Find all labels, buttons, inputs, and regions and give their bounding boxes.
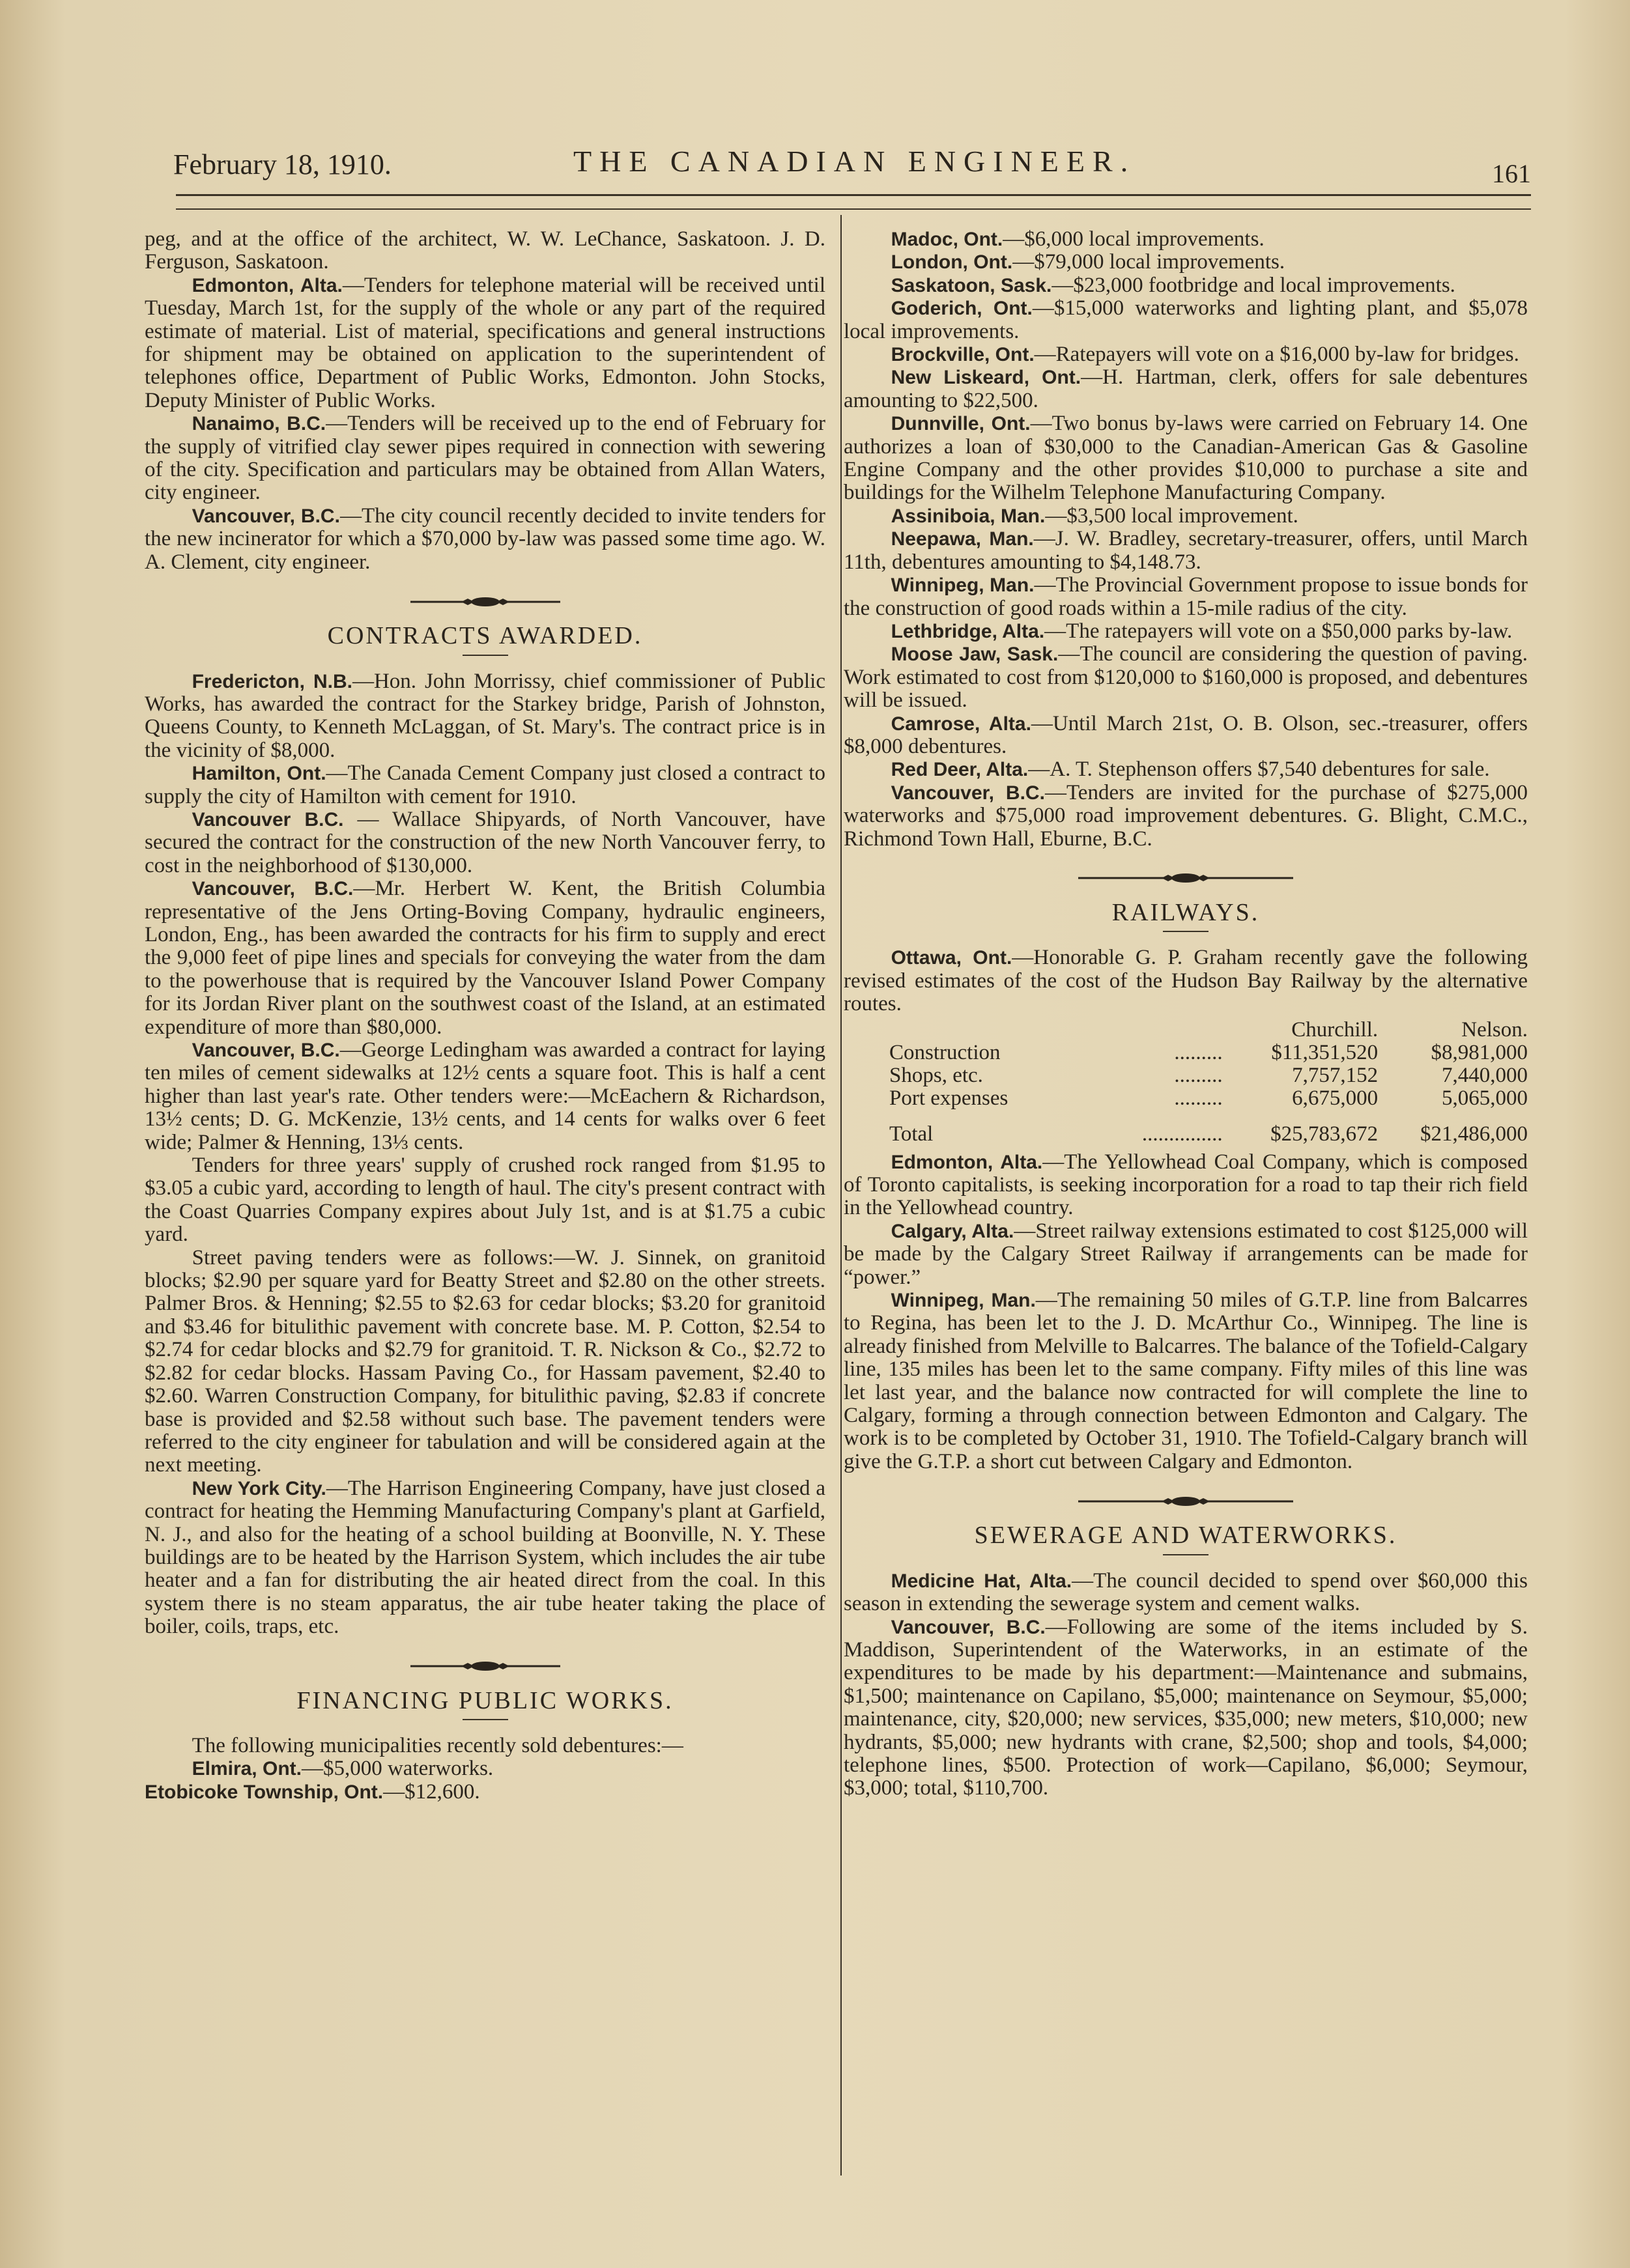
financing-item: London, Ont.—$79,000 local improvements. — [891, 250, 1285, 274]
header-page-number: 161 — [1492, 159, 1531, 188]
place-name: Edmonton, Alta. — [192, 274, 343, 296]
heading-underline — [463, 655, 508, 656]
railway-item: Ottawa, Ont.—Honorable G. P. Graham recently gave the following revised estimates of the cost of the Hudson Bay Railway by the alternative routes. — [844, 946, 1528, 1016]
financing-item: Saskatoon, Sask.—$23,000 footbridge and local improvements. — [891, 273, 1455, 297]
table-row: Port expenses ......... 6,675,000 5,065,000 — [889, 1086, 1528, 1110]
place-name: Moose Jaw, Sask. — [891, 644, 1059, 666]
section-heading-railways: RAILWAYS. — [1111, 898, 1260, 926]
contract-item: Vancouver, B.C.—George Ledingham was awarded a contract for laying ten miles of cement sidewalks at 12½ cents a square foot. This is half a cent higher than last year's rate. Other tenders were:—McEachern & Richardson, 13½ cents; D. G. McKenzie, 13½ cents, and 14 cents for walks over 6 feet wide; Palmer & Henning, 13⅓ cents. — [145, 1038, 825, 1154]
section-heading-sewerage: SEWERAGE AND WATERWORKS. — [974, 1522, 1397, 1550]
column-header-churchill: Churchill. — [1291, 1017, 1379, 1042]
financing-item: Lethbridge, Alta.—The ratepayers will vote on a $50,000 parks by-law. — [891, 619, 1513, 643]
place-name: New York City. — [192, 1477, 326, 1499]
place-name: Vancouver B.C. — [192, 808, 344, 830]
section-heading-contracts: CONTRACTS AWARDED. — [327, 622, 643, 650]
railway-item: Winnipeg, Man.—The remaining 50 miles of G.T.P. line from Balcarres to Regina, has been let to the J. D. McArthur Co., Winnipeg. The line is already finished from Melville to Balcarres. The balance of the Tofield-Calgary line, 135 miles has been let to the same company. Fifty miles of this line was let last year, and the balance now contracted for will complete the line to Calgary, forming a through connection between Edmonton and Calgary. The work is to be completed by October 31, 1910. The Tofield-Calgary branch will give the G.T.P. a short cut between Calgary and Edmonton. — [844, 1288, 1528, 1473]
place-name: Saskatoon, Sask. — [891, 274, 1052, 296]
heading-underline — [1163, 931, 1208, 932]
header-rule — [176, 194, 1531, 196]
place-name: Calgary, Alta. — [891, 1220, 1014, 1242]
financing-item: Red Deer, Alta.—A. T. Stephenson offers $7,540 debentures for sale. — [891, 758, 1490, 782]
financing-item: Camrose, Alta.—Until March 21st, O. B. Olson, sec.-treasurer, offers $8,000 debentures. — [844, 711, 1528, 758]
place-name: London, Ont. — [891, 251, 1013, 274]
place-name: Winnipeg, Man. — [891, 1290, 1036, 1312]
table-row: Shops, etc. ......... 7,757,152 7,440,000 — [889, 1063, 1528, 1087]
place-name: Red Deer, Alta. — [891, 759, 1029, 781]
tender-item: Vancouver, B.C.—The city council recently decided to invite tenders for the new incinerator for which a $70,000 by-law was passed some time ago. W. A. Clement, city engineer. — [145, 503, 825, 574]
place-name: Dunnville, Ont. — [891, 413, 1031, 435]
place-name: Fredericton, N.B. — [192, 670, 352, 692]
heading-underline — [1163, 1554, 1208, 1555]
contract-item: Tenders for three years' supply of crushed rock ranged from $1.95 to $3.05 a cubic yard, according to length of haul. The city's present contract with the Coast Quarries Company expires about July 1st, and is at $1.75 a cubic yard. — [145, 1154, 825, 1247]
contract-item: Hamilton, Ont.—The Canada Cement Company just closed a contract to supply the city of Hamilton with cement for 1910. — [145, 761, 825, 808]
ornament-divider-icon — [1078, 872, 1293, 885]
sewerage-item: Vancouver, B.C.—Following are some of the items included by S. Maddison, Superintendent of the Waterworks, in an estimate of the expenditures to be made by his department:—Maintenance and submains, $1,500; maintenance on Capilano, $5,000; maintenance on Seymour, $5,000; maintenance, city, $20,000; new services, $35,000; new meters, $10,000; new hydrants, $5,000; new hydrants with crane, $2,500; shop and tools, $4,000; telephone lines, $500. Protection of work—Capilano, $6,000; Seymour, $3,000; total, $110,700. — [844, 1615, 1528, 1800]
left-column — [145, 228, 825, 1804]
place-name: Vancouver, B.C. — [891, 782, 1045, 804]
ornament-divider-icon — [410, 1660, 560, 1673]
financing-item: New Liskeard, Ont.—H. Hartman, clerk, offers for sale debentures amounting to $22,500. — [844, 365, 1528, 412]
financing-item: Brockville, Ont.—Ratepayers will vote on a $16,000 by-law for bridges. — [891, 343, 1519, 367]
column-header-nelson: Nelson. — [1461, 1017, 1528, 1042]
table-total-row: Total ............... $25,783,672 $21,486,000 — [889, 1122, 1528, 1146]
place-name: New Liskeard, Ont. — [891, 367, 1081, 389]
place-name: Vancouver, B.C. — [891, 1616, 1046, 1638]
tender-item: Edmonton, Alta.—Tenders for telephone material will be received until Tuesday, March 1st, for the supply of the whole or any part of the required estimate of material. List of material, specifications and general instructions for shipment may be obtained on application to the superintendent of telephones office, Department of Public Works, Edmonton. John Stocks, Deputy Minister of Public Works. — [145, 273, 826, 412]
financing-item: Moose Jaw, Sask.—The council are considering the question of paving. Work estimated to cost from $120,000 to $160,000 is proposed, and debentures will be issued. — [844, 642, 1528, 713]
header-rule-2 — [176, 208, 1531, 210]
financing-item: Neepawa, Man.—J. W. Bradley, secretary-treasurer, offers, until March 11th, debentures amounting to $4,148.73. — [844, 527, 1528, 574]
financing-intro: The following municipalities recently sold debentures:— — [192, 1733, 683, 1757]
place-name: Vancouver, B.C. — [192, 878, 354, 900]
financing-item: Goderich, Ont.—$15,000 waterworks and lighting plant, and $5,078 local improvements. — [844, 296, 1528, 343]
place-name: Edmonton, Alta. — [891, 1151, 1043, 1173]
financing-item: Vancouver, B.C.—Tenders are invited for the purchase of $275,000 waterworks and $75,000 road improvement debentures. G. Blight, C.M.C., Richmond Town Hall, Eburne, B.C. — [844, 780, 1528, 851]
contract-item: Vancouver B.C. — Wallace Shipyards, of North Vancouver, have secured the contract for the construction of the new North Vancouver ferry, to cost in the neighborhood of $130,000. — [145, 807, 826, 877]
financing-item: Elmira, Ont.—$5,000 waterworks. — [192, 1757, 494, 1781]
place-name: Ottawa, Ont. — [891, 947, 1012, 969]
ornament-divider-icon — [410, 595, 560, 608]
table-header-row — [844, 1019, 1528, 1042]
place-name: Nanaimo, B.C. — [192, 413, 326, 435]
place-name: Goderich, Ont. — [891, 298, 1033, 320]
tender-item: peg, and at the office of the architect, W. W. LeChance, Saskatoon. J. D. Ferguson, Saskatoon. — [145, 227, 825, 274]
place-name: Vancouver, B.C. — [192, 1040, 340, 1061]
place-name: Etobicoke Township, Ont. — [145, 1781, 384, 1803]
financing-item: Etobicoke Township, Ont.—$12,600. — [145, 1779, 480, 1804]
section-ornament — [145, 1652, 825, 1678]
heading-underline — [463, 1719, 508, 1720]
place-name: Vancouver, B.C. — [192, 505, 340, 527]
place-name: Neepawa, Man. — [891, 528, 1034, 550]
place-name: Elmira, Ont. — [192, 1758, 302, 1780]
contract-item: New York City.—The Harrison Engineering Company, have just closed a contract for heating the Hemming Manufacturing Company's plant at Garfield, N. J., and also for the heating of a school building at Boonville, N. Y. These buildings are to be heated by the Harrison System, which includes the air tube heater and a fan for distributing the air heated direct from the coal. In this system there is no steam apparatus, the air tube heater taking the place of boiler, coils, traps, etc. — [145, 1476, 825, 1639]
header-date: February 18, 1910. — [173, 149, 392, 180]
section-ornament — [145, 587, 825, 613]
place-name: Winnipeg, Man. — [891, 574, 1035, 597]
financing-item: Madoc, Ont.—$6,000 local improvements. — [891, 227, 1265, 251]
section-heading-financing: FINANCING PUBLIC WORKS. — [296, 1686, 674, 1714]
place-name: Assiniboia, Man. — [891, 505, 1046, 527]
place-name: Lethbridge, Alta. — [891, 620, 1045, 642]
section-ornament — [844, 864, 1528, 890]
place-name: Brockville, Ont. — [891, 344, 1035, 366]
header-title: THE CANADIAN ENGINEER. — [573, 145, 1136, 178]
table-row: Construction ......... $11,351,520 $8,981,000 — [889, 1040, 1528, 1064]
right-column — [844, 228, 1528, 1800]
railway-item: Calgary, Alta.—Street railway extensions estimated to cost $125,000 will be made by the Calgary Street Railway if arrangements can be made for “power.” — [844, 1219, 1528, 1289]
financing-item: Winnipeg, Man.—The Provincial Government propose to issue bonds for the construction of good roads within a 15-mile radius of the city. — [844, 573, 1528, 620]
estimates-table — [844, 1019, 1528, 1146]
contract-item: Vancouver, B.C.—Mr. Herbert W. Kent, the British Columbia representative of the Jens Orting-Boving Company, hydraulic engineers, London, Eng., has been awarded the contracts for his firm to supply and erect the 9,000 feet of pipe lines and specials for conveying the water from the dam to the powerhouse that is required by the Vancouver Island Power Company for its Jordan River plant on the southwest coast of the Island, at an estimated expenditure of more than $80,000. — [145, 877, 825, 1039]
sewerage-item: Medicine Hat, Alta.—The council decided to spend over $60,000 this season in extending the sewerage system and cement walks. — [844, 1568, 1528, 1616]
place-name: Medicine Hat, Alta. — [891, 1570, 1072, 1592]
contract-item: Fredericton, N.B.—Hon. John Morrissy, chief commissioner of Public Works, has awarded the contract for the Starkey bridge, Parish of Johnston, Queens County, to Kenneth McLaggan, of St. Mary's. The contract price is in the vicinity of $8,000. — [145, 669, 826, 762]
contract-item: Street paving tenders were as follows:—W. J. Sinnek, on granitoid blocks; $2.90 per square yard for Beatty Street and $2.80 on the other streets. Palmer Bros. & Henning; $2.55 to $2.63 for cedar blocks; $3.20 for granitoid and $3.46 for bitulithic pavement with concrete base. M. P. Cotton, $2.54 to $2.74 for cedar blocks and $2.79 for granitoid. T. R. Nickson & Co., $2.72 to $2.82 for cedar blocks. Hassam Paving Co., for Hassam pavement, $2.40 to $2.60. Warren Construction Company, for bitulithic paving, $2.83 if concrete base is provided and $2.58 without such base. The pavement tenders were referred to the city engineer for tabulation and will be considered again at the next meeting. — [145, 1245, 825, 1477]
tender-item: Nanaimo, B.C.—Tenders will be received up to the end of February for the supply of vitrified clay sewer pipes required in connection with sewering of the city. Specification and particulars may be obtained from Allan Waters, city engineer. — [145, 412, 825, 505]
place-name: Hamilton, Ont. — [192, 763, 326, 785]
column-divider — [840, 215, 842, 2176]
place-name: Madoc, Ont. — [891, 229, 1003, 250]
page-header — [169, 140, 1531, 192]
financing-item: Assiniboia, Man.—$3,500 local improvement. — [891, 503, 1298, 528]
railway-item: Edmonton, Alta.—The Yellowhead Coal Company, which is composed of Toronto capitalists, is seeking incorporation for a road to tap their rich field in the Yellowhead country. — [844, 1150, 1528, 1220]
financing-item: Dunnville, Ont.—Two bonus by-laws were carried on February 14. One authorizes a loan of $30,000 to the Canadian-American Gas & Gasoline Engine Company and the other provides $10,000 to purchase a site and buildings for the Wilhelm Telephone Manufacturing Company. — [844, 412, 1528, 505]
ornament-divider-icon — [1078, 1495, 1293, 1508]
section-ornament — [844, 1486, 1528, 1512]
place-name: Camrose, Alta. — [891, 713, 1031, 735]
